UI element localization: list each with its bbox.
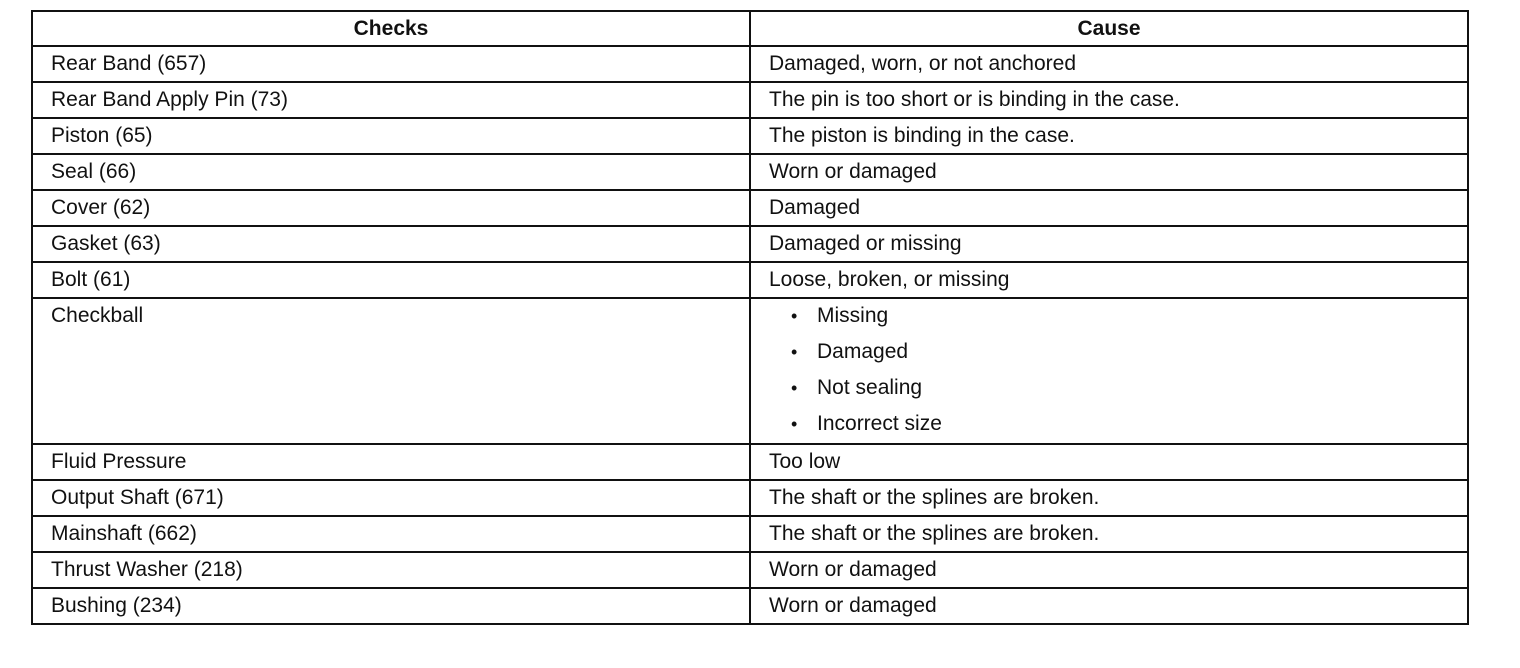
check-cell: Fluid Pressure bbox=[32, 444, 750, 480]
check-cell: Rear Band (657) bbox=[32, 46, 750, 82]
cause-cell: Damaged, worn, or not anchored bbox=[750, 46, 1468, 82]
cause-cell: Damaged or missing bbox=[750, 226, 1468, 262]
check-cell: Thrust Washer (218) bbox=[32, 552, 750, 588]
check-cell: Rear Band Apply Pin (73) bbox=[32, 82, 750, 118]
header-row bbox=[32, 11, 1468, 46]
cause-cell: Too low bbox=[750, 444, 1468, 480]
table-row bbox=[32, 516, 1468, 552]
table-row bbox=[32, 480, 1468, 516]
bullet-icon: • bbox=[791, 342, 798, 362]
table-row bbox=[32, 82, 1468, 118]
table-row bbox=[32, 154, 1468, 190]
cause-cell: The shaft or the splines are broken. bbox=[750, 480, 1468, 516]
check-cell: Cover (62) bbox=[32, 190, 750, 226]
cause-cell bbox=[750, 298, 1468, 444]
cause-cell: Loose, broken, or missing bbox=[750, 262, 1468, 298]
cause-cell: Worn or damaged bbox=[750, 154, 1468, 190]
list-item bbox=[791, 299, 1467, 335]
table-row bbox=[32, 552, 1468, 588]
cause-cell: Worn or damaged bbox=[750, 588, 1468, 624]
header-checks: Checks bbox=[32, 11, 750, 46]
bullet-text: Damaged bbox=[817, 340, 909, 363]
list-item bbox=[791, 407, 1467, 443]
table-row bbox=[32, 226, 1468, 262]
cause-cell: Worn or damaged bbox=[750, 552, 1468, 588]
table-row bbox=[32, 444, 1468, 480]
cause-cell: Damaged bbox=[750, 190, 1468, 226]
cause-cell: The pin is too short or is binding in the case. bbox=[750, 82, 1468, 118]
list-item bbox=[791, 371, 1467, 407]
table-row bbox=[32, 298, 1468, 444]
bullet-text: Missing bbox=[817, 304, 889, 327]
cause-bullet-list bbox=[769, 299, 1467, 443]
bullet-icon: • bbox=[791, 414, 798, 434]
table-row bbox=[32, 262, 1468, 298]
check-cell: Output Shaft (671) bbox=[32, 480, 750, 516]
check-cell: Bushing (234) bbox=[32, 588, 750, 624]
check-cell: Piston (65) bbox=[32, 118, 750, 154]
bullet-icon: • bbox=[791, 378, 798, 398]
header-cause: Cause bbox=[750, 11, 1468, 46]
list-item bbox=[791, 335, 1467, 371]
cause-cell: The shaft or the splines are broken. bbox=[750, 516, 1468, 552]
table-row bbox=[32, 190, 1468, 226]
table-row bbox=[32, 118, 1468, 154]
bullet-text: Incorrect size bbox=[817, 412, 942, 435]
bullet-text: Not sealing bbox=[817, 376, 923, 399]
check-cell: Bolt (61) bbox=[32, 262, 750, 298]
table-row bbox=[32, 588, 1468, 624]
diagnosis-table bbox=[31, 10, 1469, 625]
check-cell: Checkball bbox=[32, 298, 750, 444]
bullet-icon: • bbox=[791, 306, 798, 326]
check-cell: Seal (66) bbox=[32, 154, 750, 190]
check-cell: Gasket (63) bbox=[32, 226, 750, 262]
check-cell: Mainshaft (662) bbox=[32, 516, 750, 552]
cause-cell: The piston is binding in the case. bbox=[750, 118, 1468, 154]
table-row bbox=[32, 46, 1468, 82]
